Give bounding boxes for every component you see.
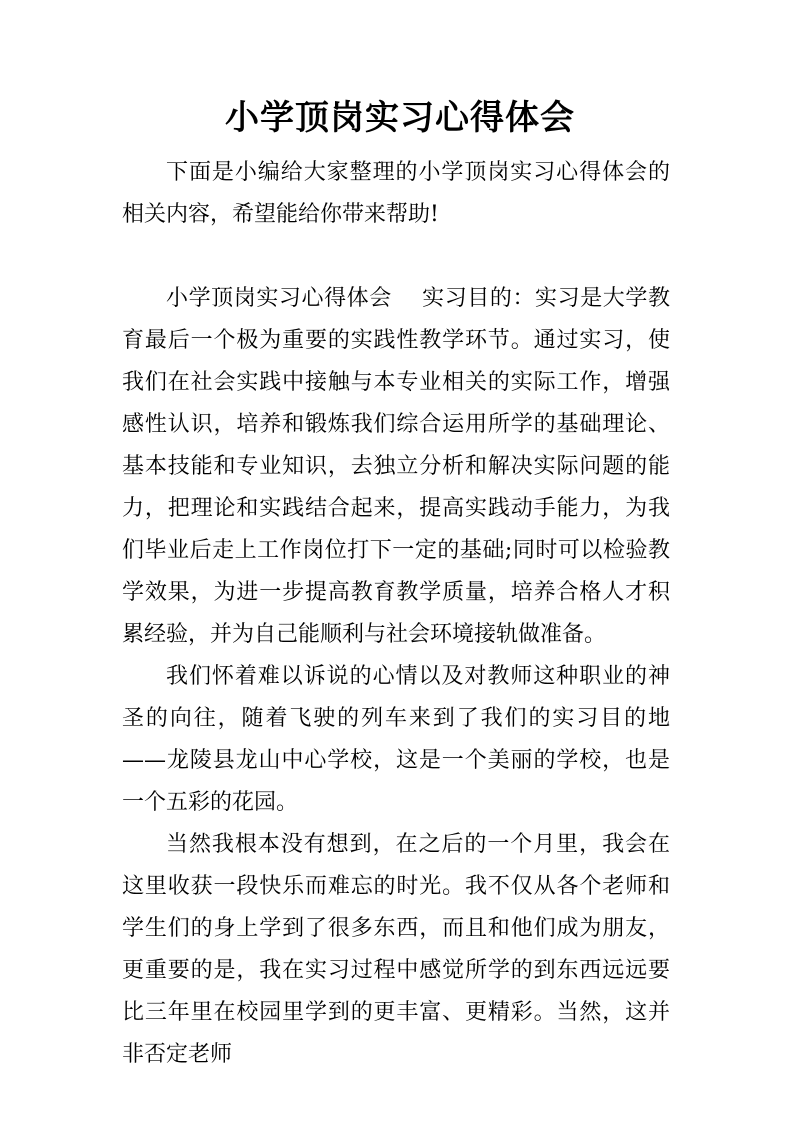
paragraph-arrival: 我们怀着难以诉说的心情以及对教师这种职业的神圣的向往，随着飞驶的列车来到了我们的实习目的地——龙陵县龙山中心学校，这是一个美丽的学校，也是一个五彩的花园。 [122, 664, 670, 815]
intro-paragraph: 下面是小编给大家整理的小学顶岗实习心得体会的相关内容，希望能给你带来帮助! [122, 160, 670, 227]
heading-gap [392, 286, 422, 311]
document-title: 小学顶岗实习心得体会 [225, 98, 575, 138]
paragraph-internship-purpose [122, 278, 670, 656]
paragraph-body: 实习目的：实习是大学教育最后一个极为重要的实践性教学环节。通过实习，使我们在社会实践中接触与本专业相关的实际工作，增强感性认识，培养和锻炼我们综合运用所学的基础理论、基本技能和专业知识，去独立分析和解决实际问题的能力，把理论和实践结合起来，提高实践动手能力，为我们毕业后走上工作岗位打下一定的基础;同时可以检验教学效果，为进一步提高教育教学质量，培养合格人才积累经验，并为自己能顺利与社会环境接轨做准备。 [122, 286, 670, 647]
paragraph-heading: 小学顶岗实习心得体会 [166, 286, 392, 311]
paragraph-reflection: 当然我根本没有想到，在之后的一个月里，我会在这里收获一段快乐而难忘的时光。我不仅从各个老师和学生们的身上学到了很多东西，而且和他们成为朋友，更重要的是，我在实习过程中感觉所学的到东西远远要比三年里在校园里学到的更丰富、更精彩。当然，这并非否定老师 [122, 832, 670, 1067]
